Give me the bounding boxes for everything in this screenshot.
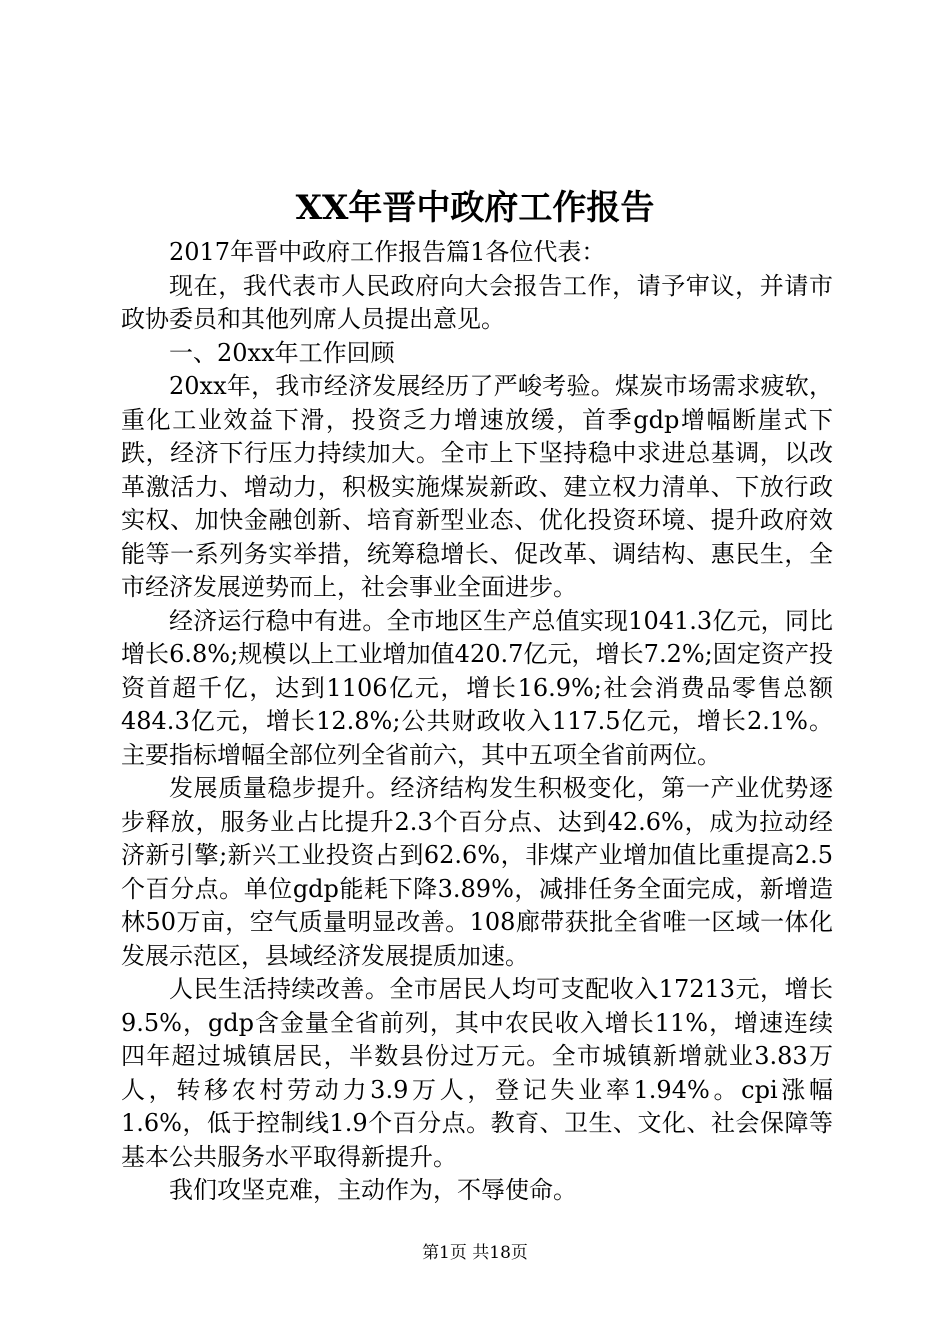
paragraph-quality: 发展质量稳步提升。经济结构发生积极变化，第一产业优势逐步释放，服务业占比提升2.3个百分点、达到42.6%，成为拉动经济新引擎;新兴工业投资占到62.6%，非煤产业增加值比重提高2.5个百分点。单位gdp能耗下降3.89%，减排任务全面完成，新增造林50万亩，空气质量明显改善。108廊带获批全省唯一区域一体化发展示范区，县域经济发展提质加速。 (121, 774, 833, 970)
section-heading: 一、20xx年工作回顾 (169, 338, 395, 367)
paragraph-salutation: 2017年晋中政府工作报告篇1各位代表： (169, 238, 606, 266)
document-title: XX年晋中政府工作报告 (295, 188, 655, 228)
document-body (121, 236, 833, 1208)
page-footer: 第1页 共18页 (422, 1243, 528, 1263)
paragraph-review: 20xx年，我市经济发展经历了严峻考验。煤炭市场需求疲软，重化工业效益下滑，投资乏力增速放缓，首季gdp增幅断崖式下跌，经济下行压力持续加大。全市上下坚持稳中求进总基调，以改革激活力、增动力，积极实施煤炭新政、建立权力清单、下放行政实权、加快金融创新、培育新型业态、优化投资环境、提升政府效能等一系列务实举措，统筹稳增长、促改革、调结构、惠民生，全市经济发展逆势而上，社会事业全面进步。 (121, 372, 833, 601)
paragraph-economy: 经济运行稳中有进。全市地区生产总值实现1041.3亿元，同比增长6.8%;规模以上工业增加值420.7亿元，增长7.2%;固定资产投资首超千亿，达到1106亿元，增长16.9%;社会消费品零售总额484.3亿元，增长12.8%;公共财政收入117.5亿元，增长2.1%。主要指标增幅全部位列全省前六，其中五项全省前两位。 (121, 606, 833, 769)
paragraph-livelihood: 人民生活持续改善。全市居民人均可支配收入17213元，增长9.5%，gdp含金量全省前列，其中农民收入增长11%，增速连续四年超过城镇居民，半数县份过万元。全市城镇新增就业3.83万人，转移农村劳动力3.9万人，登记失业率1.94%。cpi涨幅1.6%，低于控制线1.9个百分点。教育、卫生、文化、社会保障等基本公共服务水平取得新提升。 (121, 975, 833, 1171)
paragraph-intro: 现在，我代表市人民政府向大会报告工作，请予审议，并请市政协委员和其他列席人员提出意见。 (121, 271, 833, 333)
paragraph-closing: 我们攻坚克难，主动作为，不辱使命。 (169, 1176, 577, 1204)
